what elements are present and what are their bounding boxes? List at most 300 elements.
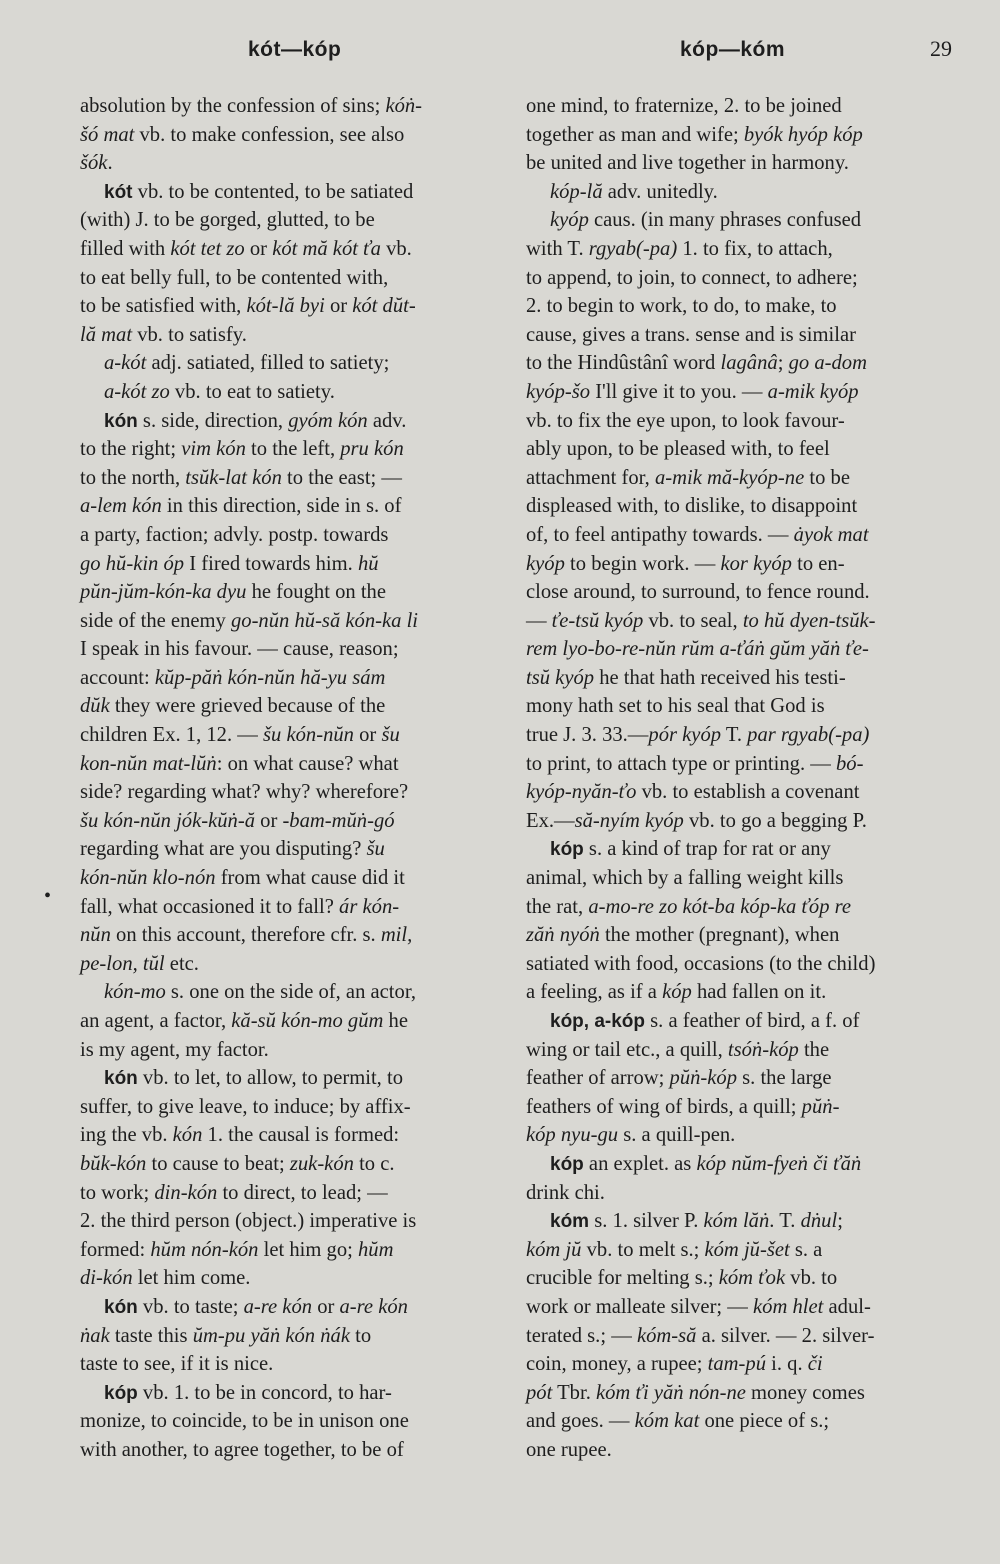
definition-text: s. a kind of trap for rat or any: [583, 838, 831, 861]
text-line: [526, 378, 946, 407]
text-line: [526, 807, 946, 836]
italic-term: rgyab(-pa): [588, 237, 678, 260]
italic-term: kóm-să: [636, 1324, 697, 1347]
italic-term: pót: [526, 1381, 553, 1404]
text-line: [80, 692, 510, 721]
definition-text: feathers of wing of birds, a quill;: [526, 1095, 802, 1118]
definition-text: adul-: [823, 1295, 871, 1318]
definition-text: vb. to seal,: [643, 609, 743, 632]
italic-term: lă mat: [80, 323, 133, 346]
italic-term: kóp nŭm-fyeṅ či ťăṅ: [696, 1152, 862, 1175]
text-line: [80, 464, 510, 493]
text-line: [80, 92, 510, 121]
text-line: [526, 1264, 946, 1293]
text-line: [526, 435, 946, 464]
definition-text: wing or tail etc., a quill,: [526, 1038, 728, 1061]
definition-text: terated s.; —: [526, 1324, 637, 1347]
text-line: [526, 1322, 946, 1351]
text-line: [80, 635, 510, 664]
text-line: [526, 1150, 946, 1179]
text-line: [526, 893, 946, 922]
text-line: [526, 349, 946, 378]
text-line: [80, 1179, 510, 1208]
italic-term: -bam-mŭṅ-gó: [282, 809, 395, 832]
italic-term: să-nyím kyóp: [574, 809, 684, 832]
definition-text: caus. (in many phrases confused: [588, 209, 862, 232]
definition-text: feather of arrow;: [526, 1067, 670, 1090]
text-line: [526, 978, 946, 1007]
text-line: [526, 264, 946, 293]
text-line: [80, 321, 510, 350]
text-line: [80, 721, 510, 750]
headword: kón: [104, 1296, 138, 1318]
definition-text: vb. to satisfy.: [132, 323, 247, 346]
text-line: [526, 950, 946, 979]
text-line: [526, 607, 946, 636]
text-line: [80, 750, 510, 779]
text-line: [526, 1236, 946, 1265]
definition-text: or: [255, 809, 283, 832]
definition-text: to be: [804, 466, 850, 489]
definition-text: I fired towards him.: [184, 552, 358, 575]
definition-text: coin, money, a rupee;: [526, 1353, 708, 1376]
definition-text: regarding what are you disputing?: [80, 838, 367, 861]
italic-term: šók: [80, 152, 108, 175]
definition-text: on this account, therefore cfr. s.: [110, 924, 381, 947]
definition-text: children Ex. 1, 12. —: [80, 724, 264, 747]
italic-term: kyóp-nyăn-ťo: [526, 781, 637, 804]
running-head-right: kóp—kóm: [680, 38, 786, 61]
definition-text: true J. 3. 33.—: [526, 724, 649, 747]
italic-term: pŭṅ-kóp: [669, 1067, 737, 1090]
text-line: [80, 1150, 510, 1179]
definition-text: a feeling, as if a: [526, 981, 663, 1004]
text-line: [80, 149, 510, 178]
definition-text: from what cause did it: [215, 867, 405, 890]
text-line: [80, 607, 510, 636]
definition-text: to the left,: [245, 438, 341, 461]
definition-text: money comes: [745, 1381, 865, 1404]
definition-text: displeased with, to dislike, to disappoint: [526, 495, 858, 518]
definition-text: s. a quill-pen.: [618, 1124, 736, 1147]
definition-text: to en-: [791, 552, 845, 575]
definition-text: work or malleate silver; —: [526, 1295, 754, 1318]
definition-text: vb. to establish a covenant: [636, 781, 860, 804]
page-number: 29: [930, 36, 952, 61]
italic-term: či: [807, 1353, 823, 1376]
italic-term: kón-nŭn klo-nón: [80, 867, 216, 890]
italic-term: kă-sŭ kón-mo gŭm: [231, 1010, 384, 1032]
italic-term: šó mat: [80, 123, 135, 146]
text-line: [526, 1436, 946, 1465]
definition-text: crucible for melting s.;: [526, 1267, 719, 1290]
definition-text: they were grieved because of the: [109, 695, 386, 718]
definition-text: .: [107, 152, 113, 175]
italic-term: ȧyok mat: [793, 523, 869, 546]
text-line: [80, 835, 510, 864]
text-line: [526, 492, 946, 521]
definition-text: or: [324, 295, 353, 318]
italic-term: mil,: [380, 924, 413, 947]
definition-text: vb. to let, to allow, to permit, to: [137, 1067, 403, 1090]
definition-text: vb. to melt s.;: [581, 1238, 705, 1261]
text-line: [526, 235, 946, 264]
text-line: [80, 893, 510, 922]
definition-text: to direct, to lead; —: [217, 1181, 388, 1204]
text-line: [526, 778, 946, 807]
definition-text: to print, to attach type or printing. —: [526, 752, 836, 775]
definition-text: is my agent, my factor.: [80, 1038, 269, 1061]
italic-term: a-re kón: [243, 1295, 313, 1318]
text-line: [526, 835, 946, 864]
text-line: [526, 692, 946, 721]
text-line: [526, 1064, 946, 1093]
definition-text: to the east; —: [281, 466, 403, 489]
italic-term: kóm ťi yăṅ nón-ne: [596, 1381, 746, 1404]
text-line: [80, 292, 510, 321]
italic-term: go a-dom: [788, 352, 867, 375]
text-line: [80, 578, 510, 607]
text-line: [526, 578, 946, 607]
text-line: [80, 1350, 510, 1379]
italic-term: pŭn-jŭm-kón-ka dyu: [80, 581, 247, 604]
italic-term: ťe-tsŭ kyóp: [551, 609, 644, 632]
text-line: [526, 550, 946, 579]
definition-text: i. q.: [766, 1353, 808, 1376]
text-line: [526, 635, 946, 664]
text-line: [526, 864, 946, 893]
italic-term: go hŭ-kin óp: [80, 552, 185, 575]
definition-text: an agent, a factor,: [80, 1010, 232, 1032]
text-line: [80, 1007, 510, 1036]
italic-term: kyóp-šo: [526, 380, 591, 403]
text-line: [80, 950, 510, 979]
definition-text: he: [383, 1010, 408, 1032]
definition-text: to cause to beat;: [146, 1152, 290, 1175]
definition-text: to work;: [80, 1181, 155, 1204]
definition-text: absolution by the confession of sins;: [80, 95, 386, 117]
text-line: [80, 1207, 510, 1236]
definition-text: adv. unitedly.: [602, 180, 718, 203]
italic-term: tam-pú: [707, 1353, 766, 1376]
definition-text: to eat belly full, to be contented with,: [80, 266, 389, 289]
italic-term: a-mo-re zo kót-ba kóp-ka ťóp re: [588, 895, 852, 918]
definition-text: vb. to taste;: [137, 1295, 244, 1318]
italic-term: kót tet zo: [170, 237, 245, 260]
italic-term: dṅul: [800, 1210, 838, 1233]
definition-text: Ex.—: [526, 809, 575, 832]
text-line: [526, 121, 946, 150]
definition-text: ;: [777, 352, 789, 375]
margin-mark: •: [44, 885, 52, 907]
text-line: [80, 807, 510, 836]
text-line: [80, 1093, 510, 1122]
italic-term: pŭṅ-: [801, 1095, 840, 1118]
text-line: [526, 521, 946, 550]
italic-term: ár kón-: [339, 895, 400, 918]
definition-text: an explet. as: [583, 1152, 697, 1175]
definition-text: side of the enemy: [80, 609, 231, 632]
definition-text: vb. to go a begging P.: [683, 809, 867, 832]
text-line: [80, 378, 510, 407]
definition-text: side? regarding what? why? wherefore?: [80, 781, 409, 804]
definition-text: he fought on the: [246, 581, 386, 604]
italic-term: hŭ: [357, 552, 379, 575]
text-line: [80, 121, 510, 150]
definition-text: he that hath received his testi-: [594, 666, 846, 689]
headword: kóm: [550, 1211, 590, 1233]
text-line: [80, 1293, 510, 1322]
italic-term: kóm lăṅ: [703, 1210, 770, 1233]
italic-term: din-kón: [154, 1181, 218, 1204]
text-line: [80, 778, 510, 807]
text-line: [80, 978, 510, 1007]
definition-text: with T.: [526, 237, 589, 260]
italic-term: a-lem kón: [80, 495, 162, 518]
definition-text: fall, what occasioned it to fall?: [80, 895, 340, 918]
italic-term: lagânâ: [720, 352, 778, 375]
text-line: [526, 1350, 946, 1379]
italic-term: to hŭ dyen-tsŭk-: [742, 609, 876, 632]
italic-term: pe-lon, tŭl: [80, 952, 165, 975]
definition-text: had fallen on it.: [691, 981, 827, 1004]
definition-text: animal, which by a falling weight kills: [526, 867, 844, 890]
text-line: [526, 149, 946, 178]
text-line: [80, 1236, 510, 1265]
definition-text: to c.: [353, 1152, 395, 1175]
running-head-left: kót—kóp: [248, 38, 342, 61]
definition-text: to: [349, 1324, 372, 1347]
definition-text: s. side, direction,: [137, 409, 289, 432]
italic-term: gyóm kón: [288, 409, 368, 432]
italic-term: kor kyóp: [720, 552, 792, 575]
italic-term: kon-nŭn mat-lŭṅ: [80, 752, 217, 775]
definition-text: 2. the third person (object.) imperative is: [80, 1210, 417, 1233]
definition-text: filled with: [80, 237, 171, 260]
text-line: [526, 921, 946, 950]
italic-term: zuk-kón: [289, 1152, 354, 1175]
text-line: [526, 1207, 946, 1236]
definition-text: (with) J. to be gorged, glutted, to be: [80, 209, 375, 232]
definition-text: vb. to make confession, see also: [134, 123, 405, 146]
definition-text: T.: [721, 724, 748, 747]
text-line: [526, 1379, 946, 1408]
definition-text: etc.: [164, 952, 199, 975]
definition-text: let him come.: [132, 1267, 251, 1290]
italic-term: di-kón: [80, 1267, 133, 1290]
definition-text: ;: [837, 1210, 843, 1233]
italic-term: ŭm-pu yăṅ kón ṅák: [192, 1324, 350, 1347]
italic-term: kyóp: [550, 209, 589, 232]
italic-term: kóṅ-: [385, 95, 423, 117]
text-line: [80, 664, 510, 693]
definition-text: Tbr.: [552, 1381, 596, 1404]
definition-text: be united and live together in harmony.: [526, 152, 849, 175]
text-line: [526, 178, 946, 207]
italic-term: kóm kat: [634, 1410, 700, 1433]
text-line: [80, 206, 510, 235]
text-line: [526, 1121, 946, 1150]
text-line: [526, 1179, 946, 1208]
definition-text: attachment for,: [526, 466, 655, 489]
italic-term: pru kón: [340, 438, 404, 461]
definition-text: close around, to surround, to fence round.: [526, 581, 870, 604]
headword: kón: [104, 410, 138, 432]
definition-text: 1. the causal is formed:: [202, 1124, 400, 1147]
headword: kót: [104, 181, 133, 203]
definition-text: the rat,: [526, 895, 589, 918]
italic-term: kóm jŭ-šet: [704, 1238, 790, 1261]
italic-term: byók hyóp kóp: [743, 123, 863, 146]
definition-text: to append, to join, to connect, to adhere;: [526, 266, 858, 289]
definition-text: together as man and wife;: [526, 123, 744, 146]
text-line: [80, 521, 510, 550]
italic-term: kóm hlet: [753, 1295, 824, 1318]
text-line: [80, 1036, 510, 1065]
definition-text: cause, gives a trans. sense and is similar: [526, 323, 856, 346]
text-line: [80, 1322, 510, 1351]
headword: kóp: [550, 839, 584, 861]
definition-text: the: [798, 1038, 830, 1061]
headword: kóp: [104, 1382, 138, 1404]
italic-term: hŭm: [357, 1238, 394, 1261]
italic-term: kóp-lă: [550, 180, 603, 203]
definition-text: in this direction, side in s. of: [161, 495, 402, 518]
definition-text: vb. 1. to be in concord, to har-: [137, 1381, 392, 1404]
italic-term: a-kót zo: [104, 380, 170, 403]
italic-term: go-nŭn hŭ-să kón-ka li: [230, 609, 419, 632]
definition-text: to begin work. —: [564, 552, 721, 575]
definition-text: adj. satiated, filled to satiety;: [146, 352, 390, 375]
definition-text: account:: [80, 666, 155, 689]
definition-text: s. the large: [737, 1067, 832, 1090]
italic-term: zăṅ nyóṅ: [526, 924, 600, 947]
text-line: [80, 264, 510, 293]
italic-term: dŭk: [80, 695, 110, 718]
text-line: [526, 321, 946, 350]
text-line: [526, 1036, 946, 1065]
italic-term: kón: [172, 1124, 203, 1147]
definition-text: vb. to: [785, 1267, 838, 1290]
definition-text: s. a: [789, 1238, 823, 1261]
definition-text: mony hath set to his seal that God is: [526, 695, 825, 718]
left-column: [80, 92, 510, 1465]
definition-text: s. one on the side of, an actor,: [165, 981, 416, 1004]
definition-text: with another, to agree together, to be of: [80, 1438, 404, 1461]
italic-term: šu kón-nŭn jók-kŭṅ-ă: [80, 809, 255, 832]
definition-text: taste to see, if it is nice.: [80, 1353, 274, 1376]
text-line: [526, 407, 946, 436]
text-line: [526, 464, 946, 493]
italic-term: vim kón: [181, 438, 246, 461]
italic-term: tsŭ kyóp: [526, 666, 595, 689]
definition-text: vb. to eat to satiety.: [169, 380, 335, 403]
text-line: [80, 178, 510, 207]
right-column: [526, 92, 946, 1465]
definition-text: a. silver. — 2. silver-: [696, 1324, 875, 1347]
text-line: [526, 92, 946, 121]
definition-text: and goes. —: [526, 1410, 635, 1433]
text-line: [526, 1407, 946, 1436]
italic-term: bó-: [836, 752, 864, 775]
text-line: [80, 435, 510, 464]
definition-text: vb. to be contented, to be satiated: [132, 180, 414, 203]
text-line: [526, 1007, 946, 1036]
definition-text: to the right;: [80, 438, 182, 461]
definition-text: 1. to fix, to attach,: [677, 237, 833, 260]
definition-text: or: [353, 724, 382, 747]
italic-term: kóm jŭ: [526, 1238, 582, 1261]
headword: kóp: [550, 1153, 584, 1175]
text-line: [80, 864, 510, 893]
definition-text: suffer, to give leave, to induce; by affix-: [80, 1095, 411, 1118]
definition-text: ably upon, to be pleased with, to feel: [526, 438, 830, 461]
italic-term: nŭn: [80, 924, 111, 947]
definition-text: . T.: [769, 1210, 801, 1233]
definition-text: satiated with food, occasions (to the child): [526, 952, 876, 975]
italic-term: a-mik kyóp: [767, 380, 859, 403]
italic-term: kóm ťok: [718, 1267, 786, 1290]
italic-term: a-re kón: [339, 1295, 408, 1318]
headword: kón: [104, 1068, 138, 1090]
text-line: [80, 1121, 510, 1150]
definition-text: or: [244, 237, 273, 260]
text-line: [526, 721, 946, 750]
italic-term: a-mik mă-kyóp-ne: [654, 466, 805, 489]
definition-text: s. 1. silver P.: [589, 1210, 704, 1233]
text-line: [80, 1064, 510, 1093]
text-line: [526, 1093, 946, 1122]
text-line: [526, 664, 946, 693]
definition-text: 2. to begin to work, to do, to make, to: [526, 295, 837, 318]
definition-text: the mother (pregnant), when: [599, 924, 840, 947]
definition-text: s. a feather of bird, a f. of: [645, 1010, 860, 1032]
text-line: [80, 1436, 510, 1465]
italic-term: ṅak: [80, 1324, 110, 1347]
italic-term: kón-mo: [104, 981, 166, 1004]
italic-term: par rgyab(-pa): [747, 724, 870, 747]
definition-text: monize, to coincide, to be in unison one: [80, 1410, 409, 1433]
italic-term: hŭm nón-kón: [150, 1238, 259, 1261]
definition-text: to the Hindûstânî word: [526, 352, 721, 375]
definition-text: of, to feel antipathy towards. —: [526, 523, 794, 546]
italic-term: kóp: [662, 981, 692, 1004]
definition-text: I'll give it to you. —: [590, 380, 768, 403]
italic-term: pór kyóp: [648, 724, 722, 747]
italic-term: kót-lă byi: [246, 295, 325, 318]
text-line: [80, 1379, 510, 1408]
text-line: [526, 750, 946, 779]
definition-text: to the north,: [80, 466, 186, 489]
definition-text: —: [526, 609, 552, 632]
text-line: [80, 1407, 510, 1436]
italic-term: tsŭk-lat kón: [185, 466, 282, 489]
text-line: [80, 235, 510, 264]
text-line: [80, 349, 510, 378]
italic-term: kŭp-păṅ kón-nŭn hă-yu sám: [154, 666, 386, 689]
text-line: [80, 1264, 510, 1293]
definition-text: I speak in his favour. — cause, reason;: [80, 638, 399, 661]
italic-term: a-kót: [104, 352, 147, 375]
italic-term: kót mă kót ťa: [272, 237, 381, 260]
definition-text: vb.: [380, 237, 412, 260]
text-line: [80, 550, 510, 579]
italic-term: šu kón-nŭn: [263, 724, 354, 747]
definition-text: drink chi.: [526, 1181, 605, 1204]
definition-text: vb. to fix the eye upon, to look favour-: [526, 409, 845, 432]
definition-text: or: [312, 1295, 340, 1318]
definition-text: ing the vb.: [80, 1124, 173, 1147]
